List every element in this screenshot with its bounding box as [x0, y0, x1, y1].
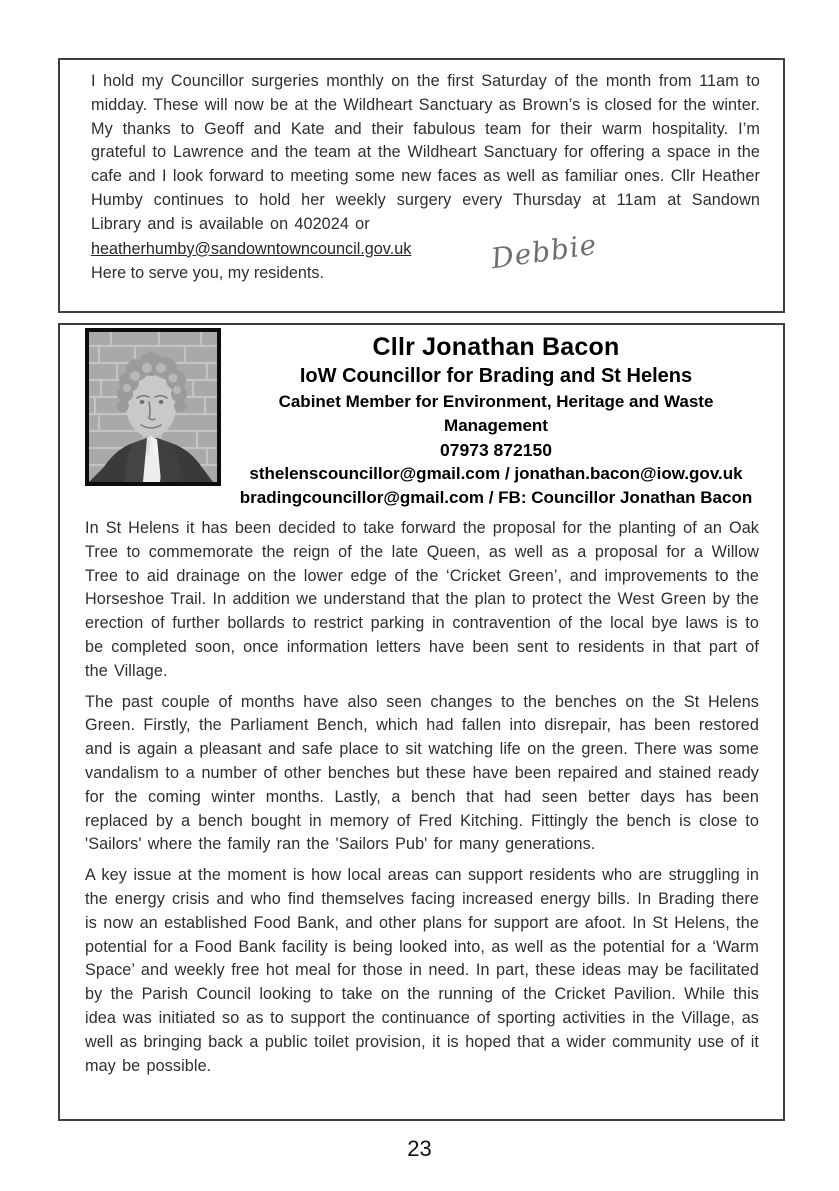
email-line: [91, 238, 760, 262]
report-paragraph-2: The past couple of months have also seen changes to the benches on the St Helens Green. Firstly, the Parliament Bench, which had fallen into disrepair, has been restored and is again a pleasant and safe place to sit watching life on the green. There was some vandalism to a number of other benches but these have been repaired and stained ready for the coming winter months. Lastly, a bench that had seen better days has been replaced by a bench bought in memory of Fred Kitching. Fittingly the bench is close to 'Sailors' where the family ran the 'Sailors Pub' for many generations.: [85, 692, 759, 854]
cabinet-role: Cabinet Member for Environment, Heritage and Waste Management: [278, 392, 714, 435]
councillor-role: IoW Councillor for Brading and St Helens: [299, 365, 693, 387]
councillor-name: Cllr Jonathan Bacon: [372, 333, 620, 361]
phone-number: 07973 872150: [440, 440, 552, 460]
councillor-report-box: [58, 323, 785, 1121]
councillor-contact-block: [233, 328, 759, 510]
report-paragraph-3: A key issue at the moment is how local areas can support residents who are struggling in the energy crisis and who find themselves facing increased energy bills. In Brading there is now an established Food Bank, and other plans for support are afoot. In St Helens, the potential for a Food Bank facility is being looked into, as well as the potential for a ‘Warm Space’ and weekly free hot meal for those in need. In part, these ideas may be facilitated by the Parish Council looking to take on the running of the Cricket Pavilion. While this idea was initiated so as to support the continuance of sporting activities in the Village, as well as bringing back a public toilet provision, it is hoped that a wider community use of it may be possible.: [85, 866, 759, 1075]
page-number: 23: [407, 1136, 432, 1161]
emails-line-2: bradingcouncillor@gmail.com / FB: Councillor Jonathan Bacon: [239, 488, 753, 507]
surgery-notice-box: [58, 58, 785, 313]
councillor-header: [85, 328, 759, 510]
emails-line-1: sthelenscouncillor@gmail.com / jonathan.bacon@iow.gov.uk: [249, 464, 743, 483]
heather-humby-email-link[interactable]: heatherhumby@sandowntowncouncil.gov.uk: [91, 239, 412, 258]
debbie-signature: Debbie: [489, 228, 600, 276]
councillor-photo: [85, 328, 221, 486]
surgery-notice-text: I hold my Councillor surgeries monthly on the first Saturday of the month from 11am to midday. These will now be at the Wildheart Sanctuary as Brown’s is closed for the winter. My thanks to Geoff and Kate and their fabulous team for their warm hospitality. I’m grateful to Lawrence and the team at the Wildheart Sanctuary for offering a space in the cafe and I look forward to meeting some new faces as well as familiar ones. Cllr Heather Humby continues to hold her weekly surgery every Thursday at 11am at Sandown Library and is available on 402024 or: [91, 72, 761, 233]
closing-text: Here to serve you, my residents.: [91, 264, 325, 283]
report-paragraph-1: In St Helens it has been decided to take forward the proposal for the planting of an Oak Tree to commemorate the reign of the late Queen, as well as a proposal for a Willow Tree to aid drainage on the lower edge of the ‘Cricket Green’, and improvements to the Horseshoe Trail. In addition we understand that the plan to protect the West Green by the erection of further bollards to restrict parking in contravention of the local bye laws is to be completed soon, once information letters have been sent to residents in that part of the Village.: [85, 519, 759, 680]
